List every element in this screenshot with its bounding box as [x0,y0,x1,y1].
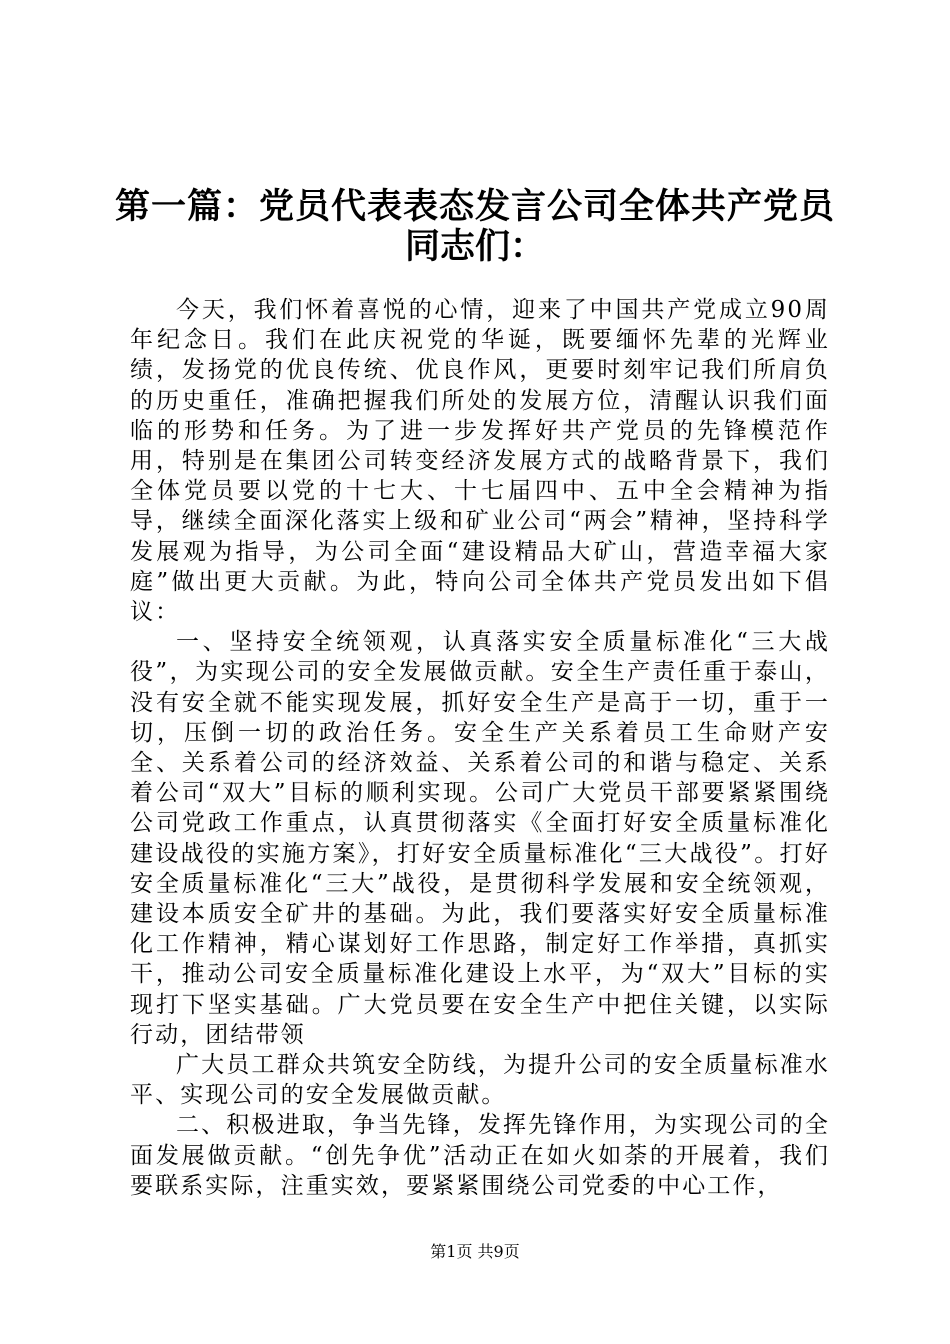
paragraph: 今天，我们怀着喜悦的心情，迎来了中国共产党成立90周年纪念日。我们在此庆祝党的华诞，既要缅怀先辈的光辉业绩，发扬党的优良传统、优良作风，更要时刻牢记我们所肩负的历史重任，准确把握我们所处的发展方位，清醒认识我们面临的形势和任务。为了进一步发挥好共产党员的先锋模范作用，特别是在集团公司转变经济发展方式的战略背景下，我们全体党员要以党的十七大、十七届四中、五中全会精神为指导，继续全面深化落实上级和矿业公司“两会”精神，坚持科学发展观为指导，为公司全面“建设精品大矿山，营造幸福大家庭”做出更大贡献。为此，特向公司全体共产党员发出如下倡议： [130,297,830,626]
document-body [130,295,830,1201]
paragraph: 二、积极进取，争当先锋，发挥先锋作用，为实现公司的全面发展做贡献。“创先争优”活动正在如火如荼的开展着，我们要联系实际，注重实效，要紧紧围绕公司党委的中心工作， [130,1112,830,1199]
salutation: 同志们： [404,226,545,267]
page-footer: 第1页 共9页 [430,1242,520,1261]
paragraph: 广大员工群众共筑安全防线，为提升公司的安全质量标准水平、实现公司的安全发展做贡献。 [130,1052,830,1109]
document-title: 第一篇：党员代表表态发言公司全体共产党员 [114,186,835,227]
paragraph: 一、坚持安全统领观，认真落实安全质量标准化“三大战役”，为实现公司的安全发展做贡献。安全生产责任重于泰山，没有安全就不能实现发展，抓好安全生产是高于一切，重于一切，压倒一切的政治任务。安全生产关系着员工生命财产安全、关系着公司的经济效益、关系着公司的和谐与稳定、关系着公司“双大”目标的顺利实现。公司广大党员干部要紧紧围绕公司党政工作重点，认真贯彻落实《全面打好安全质量标准化建设战役的实施方案》，打好安全质量标准化“三大战役”。打好安全质量标准化“三大”战役，是贯彻科学发展和安全统领观，建设本质安全矿井的基础。为此，我们要落实好安全质量标准化工作精神，精心谋划好工作思路，制定好工作举措，真抓实干，推动公司安全质量标准化建设上水平，为“双大”目标的实现打下坚实基础。广大党员要在安全生产中把住关键，以实际行动，团结带领 [130,629,830,1048]
